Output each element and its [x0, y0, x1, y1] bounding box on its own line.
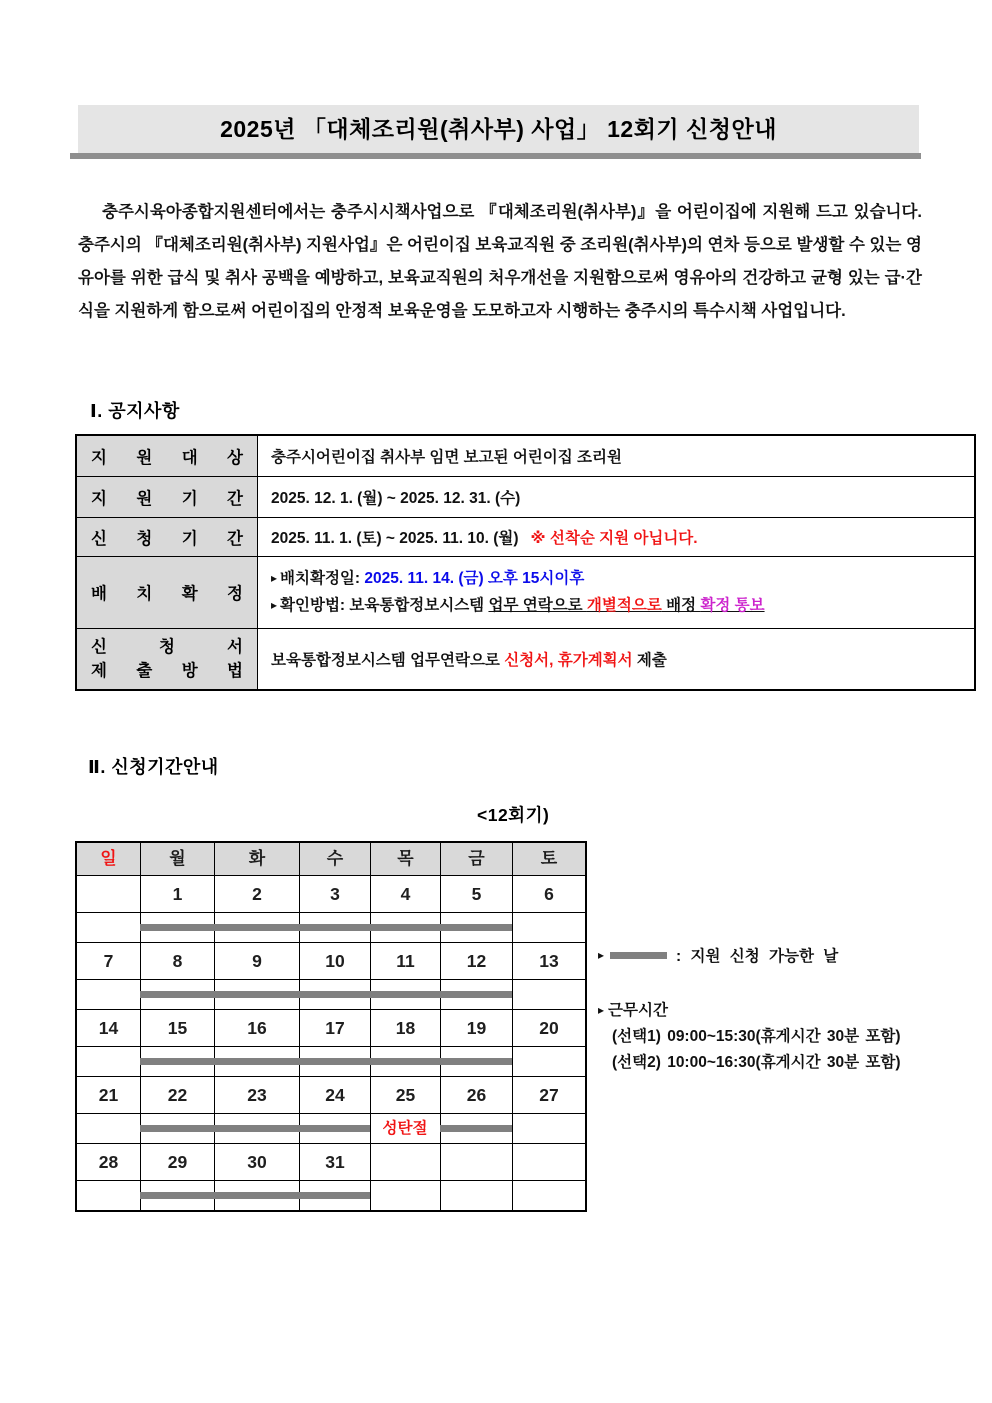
calendar-day-18: 18: [370, 1010, 440, 1046]
calendar-day-26: 26: [440, 1077, 512, 1113]
row-label-apply-period: 신 청 기 간: [76, 517, 258, 556]
table-row-apply-period: [76, 517, 975, 556]
calendar-weekday-0: 일: [77, 843, 140, 875]
calendar-day-1: 1: [140, 876, 214, 912]
available-day-bar: [140, 924, 512, 931]
calendar-bar-cell: [512, 1181, 585, 1210]
available-day-bar: [140, 1058, 512, 1065]
placement-check-u-black1: 업무 연락으로: [488, 597, 587, 614]
calendar-bar-cell: [512, 913, 585, 942]
calendar-session-label: <12회기): [477, 805, 550, 825]
placement-date-value: 2025. 11. 14. (금) 오후 15시이후: [360, 570, 585, 587]
row-value-support-target: 충주시어린이집 취사부 임면 보고된 어린이집 조리원: [258, 435, 976, 476]
calendar-bar-cell: [370, 1181, 440, 1210]
apply-period-dates: 2025. 11. 1. (토) ~ 2025. 11. 10. (월): [271, 529, 519, 547]
calendar-weekday-header-row: [77, 843, 585, 875]
row-value-apply-period: [258, 517, 976, 556]
placement-check-u-black2: 배정: [661, 597, 701, 614]
triangle-bullet-icon: ▸: [271, 571, 278, 585]
calendar-bar-cell: [77, 980, 140, 1009]
submit-post-text: 제출: [632, 651, 667, 669]
worktime-title: 근무시간: [608, 1002, 668, 1019]
placement-check-u-magenta: 확정 통보: [700, 597, 765, 614]
section2-heading: Ⅱ. 신청기간안내: [88, 757, 219, 777]
calendar-day-28: 28: [98, 1152, 119, 1172]
calendar-bar-cell: [77, 1047, 140, 1076]
document-title: 2025년 「대체조리원(취사부) 사업」 12회기 신청안내: [220, 116, 777, 142]
row-value-support-period: 2025. 12. 1. (월) ~ 2025. 12. 31. (수): [258, 476, 976, 517]
calendar-weekday-2: 화: [214, 843, 299, 875]
calendar-day-9: 9: [214, 943, 299, 979]
submit-red-text: 신청서, 휴가계획서: [504, 651, 633, 669]
calendar-day-empty: [512, 1144, 585, 1180]
placement-check-u-red: 개별적으로: [586, 597, 662, 614]
row-label-support-target: 지 원 대 상: [76, 435, 258, 476]
available-day-bar: [440, 1125, 512, 1132]
row-value-submit: [258, 628, 976, 690]
calendar-day-3: 3: [299, 876, 370, 912]
calendar-week-3-days: [77, 1009, 585, 1046]
apply-period-note: ※ 선착순 지원 아닙니다.: [530, 529, 698, 547]
triangle-bullet-icon: ▸: [598, 1003, 605, 1017]
table-row-submit: [76, 628, 975, 690]
calendar-day-13: 13: [512, 943, 585, 979]
calendar-week-5-bar-row: [77, 1180, 585, 1210]
calendar-week-3-bar-row: [77, 1046, 585, 1076]
gray-bar-swatch-icon: [610, 952, 667, 959]
calendar-day-20: 20: [512, 1010, 585, 1046]
calendar-bar-cell: [512, 980, 585, 1009]
calendar-day-29: 29: [140, 1144, 214, 1180]
submit-label-line2: 제 출 방 법: [91, 661, 243, 680]
calendar-day-30: 30: [214, 1144, 299, 1180]
row-label-support-period: 지 원 기 간: [76, 476, 258, 517]
title-banner-shadow: [70, 153, 921, 159]
calendar-day-6: 6: [512, 876, 585, 912]
worktime-title-line: [598, 997, 901, 1024]
holiday-label: 성탄절: [382, 1120, 428, 1137]
submit-pre-text: 보육통합정보시스템 업무연락으로: [271, 651, 505, 669]
row-label-submit: [76, 628, 258, 690]
calendar-week-1-bar-row: [77, 912, 585, 942]
calendar-day-7: 7: [103, 951, 114, 971]
calendar-bar-cell: [512, 1114, 585, 1143]
calendar-day-24: 24: [299, 1077, 370, 1113]
legend-available-days: [598, 944, 838, 966]
calendar-day-21: 21: [98, 1085, 119, 1105]
calendar-day-16: 16: [214, 1010, 299, 1046]
calendar-day-19: 19: [440, 1010, 512, 1046]
calendar-day-empty: [440, 1144, 512, 1180]
calendar-bar-cell: [440, 1181, 512, 1210]
table-row-support-target: [76, 435, 975, 476]
available-day-bar: [140, 1192, 370, 1199]
calendar-bar-cell: [77, 1114, 140, 1143]
calendar-day-31: 31: [299, 1144, 370, 1180]
calendar-week-4-days: [77, 1076, 585, 1113]
calendar-day-23: 23: [214, 1077, 299, 1113]
calendar-day-5: 5: [440, 876, 512, 912]
intro-paragraph: 충주시육아종합지원센터에서는 충주시시책사업으로 『대체조리원(취사부)』을 어린이집에 지원해 드고 있습니다. 충주시의 『대체조리원(취사부) 지원사업』은 어린이집 보육교직원 중 조리원(취사부)의 연차 등으로 발생할 수 있는 영유아를 위한 급식 및 취사 공백을 예방하고, 보육교직원의 처우개선을 지원함으로써 영유아의 건강하고 균형 있는 급·간식을 지원하게 함으로써 어린이집의 안정적 보육운영을 도모하고자 시행하는 충주시의 특수시책 사업입니다.: [78, 203, 922, 320]
calendar-bar-cell: [77, 913, 140, 942]
triangle-bullet-icon: ▸: [598, 948, 605, 962]
calendar-week-4-bar-row: [77, 1113, 585, 1143]
calendar-bar-cell: [512, 1047, 585, 1076]
table-row-placement: [76, 556, 975, 628]
calendar-day-12: 12: [440, 943, 512, 979]
calendar-day-11: 11: [370, 943, 440, 979]
placement-check-underlined: [488, 597, 764, 614]
calendar-day-27: 27: [512, 1077, 585, 1113]
calendar-bar-cell: [77, 1181, 140, 1210]
calendar-day-empty: [77, 876, 140, 912]
calendar-day-25: 25: [370, 1077, 440, 1113]
title-banner: [78, 105, 919, 153]
legend-worktime: [598, 997, 901, 1076]
calendar-day-14: 14: [98, 1018, 119, 1038]
calendar-day-4: 4: [370, 876, 440, 912]
calendar-day-10: 10: [299, 943, 370, 979]
calendar-day-17: 17: [299, 1010, 370, 1046]
notice-table: [75, 434, 976, 691]
placement-date-line: [271, 565, 968, 592]
calendar-weekday-4: 목: [370, 843, 440, 875]
calendar-weekday-5: 금: [440, 843, 512, 875]
calendar-day-22: 22: [140, 1077, 214, 1113]
submit-label-line1: 신 청 서: [91, 637, 243, 656]
calendar-week-2-days: [77, 942, 585, 979]
placement-date-label: 배치확정일:: [280, 570, 361, 587]
calendar-day-2: 2: [214, 876, 299, 912]
december-calendar: [75, 841, 587, 1212]
placement-check-line: [271, 592, 968, 619]
calendar-week-5-days: [77, 1143, 585, 1180]
worktime-option-2: (선택2) 10:00~16:30(휴게시간 30분 포함): [612, 1054, 901, 1071]
placement-check-label: 확인방법:: [280, 597, 346, 614]
row-label-placement: 배 치 확 정: [76, 556, 258, 628]
calendar-weekday-1: 월: [140, 843, 214, 875]
calendar-day-8: 8: [140, 943, 214, 979]
worktime-option-1: (선택1) 09:00~15:30(휴게시간 30분 포함): [612, 1028, 901, 1045]
available-day-bar: [140, 1125, 370, 1132]
calendar-day-15: 15: [140, 1010, 214, 1046]
calendar-day-empty: [370, 1144, 440, 1180]
calendar-week-2-bar-row: [77, 979, 585, 1009]
triangle-bullet-icon: ▸: [271, 598, 278, 612]
calendar-weekday-6: 토: [512, 843, 585, 875]
calendar-week-1-days: [77, 875, 585, 912]
section1-heading: Ⅰ. 공지사항: [90, 401, 180, 421]
legend-available-days-text: : 지원 신청 가능한 날: [676, 948, 839, 965]
placement-check-plain: 보육통합정보시스템: [345, 597, 489, 614]
table-row-support-period: [76, 476, 975, 517]
calendar-weekday-3: 수: [299, 843, 370, 875]
available-day-bar: [140, 991, 512, 998]
row-value-placement: [258, 556, 976, 628]
